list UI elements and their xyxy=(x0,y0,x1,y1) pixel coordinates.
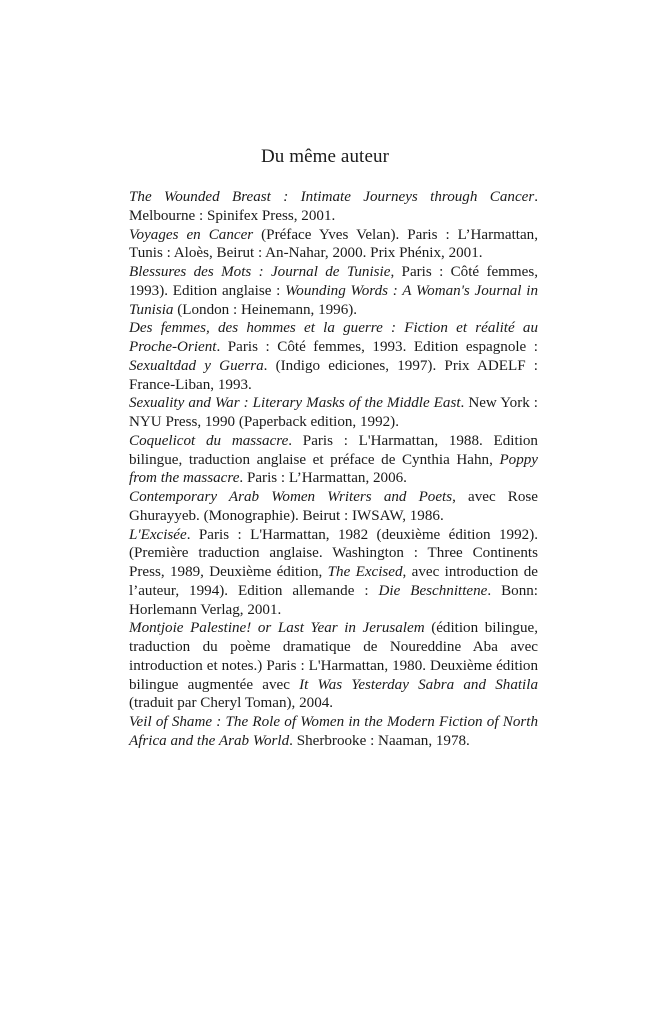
work-title: It Was Yesterday Sabra and Shatila xyxy=(299,676,538,693)
publication-details: . (Indigo ediciones, 1997). Prix ADELF : France-Liban, 1993. xyxy=(129,357,538,393)
publication-details: . Paris : Côté femmes, 1993. Edition espagnole : xyxy=(216,339,538,355)
work-title: Wounding Words : A Woman's Journal in Tunisia xyxy=(129,282,539,318)
publication-details: , avec introduction de l’auteur, 1994). Edition allemande : xyxy=(129,564,538,599)
publication-details: . Melbourne : Spinifex Press, 2001. xyxy=(129,189,538,224)
bibliography-entry xyxy=(129,226,538,264)
bibliography-entry xyxy=(129,188,538,226)
publication-details: . Bonn: Horlemann Verlag, 2001. xyxy=(129,582,539,618)
work-title: Montjoie Palestine! or Last Year in Jerusalem xyxy=(129,620,425,637)
publication-details: . New York : NYU Press, 1990 (Paperback edition, 1992). xyxy=(129,395,538,430)
publication-details: . Sherbrooke : Naaman, 1978. xyxy=(289,732,470,749)
publication-details: , avec Rose Ghurayyeb. (Monographie). Beirut : IWSAW, 1986. xyxy=(129,489,538,524)
publication-details: (London : Heinemann, 1996). xyxy=(173,301,358,318)
page-title: Du même auteur xyxy=(260,146,390,167)
bibliography-entry xyxy=(129,713,538,751)
publication-details: (édition bilingue, traduction du poème dramatique de Noureddine Aba avec introduction et notes.) Paris : L'Harmattan, 1980. Deuxième édition bilingue augmentée avec xyxy=(129,620,538,693)
bibliography-list xyxy=(129,188,538,751)
work-title: The Wounded Breast : Intimate Journeys through Cancer xyxy=(129,189,535,205)
work-title: Sexuality and War : Literary Masks of the Middle East xyxy=(129,395,461,412)
work-title: Coquelicot du massacre xyxy=(129,432,289,449)
work-title: The Excised xyxy=(327,564,403,580)
work-title: Contemporary Arab Women Writers and Poets xyxy=(129,489,453,505)
work-title: Voyages en Cancer xyxy=(129,226,254,243)
bibliography-entry xyxy=(129,619,538,713)
bibliography-entry xyxy=(129,526,538,620)
work-title: Die Beschnittene xyxy=(378,582,488,599)
work-title: Blessures des Mots : Journal de Tunisie xyxy=(129,264,391,280)
publication-details: . Paris : L'Harmattan, 1988. Edition bilingue, traduction anglaise et préface de Cynthia Hahn, xyxy=(129,432,538,468)
publication-details: (Préface Yves Velan). Paris : L’Harmattan, Tunis : Aloès, Beirut : An-Nahar, 2000. Prix Phénix, 2001. xyxy=(129,226,539,262)
publication-details: , Paris : Côté femmes, 1993). Edition anglaise : xyxy=(129,264,538,299)
bibliography-entry xyxy=(129,432,538,488)
work-title: Sexualtdad y Guerra xyxy=(129,357,264,374)
publication-details: . Paris : L’Harmattan, 2006. xyxy=(239,470,407,487)
bibliography-entry xyxy=(129,263,538,319)
publication-details: . Paris : L'Harmattan, 1982 (deuxième édition 1992). (Première traduction anglaise. Washington : Three Continents Press, 1989, Deuxième édition, xyxy=(129,526,538,580)
bibliography-entry xyxy=(129,319,538,394)
work-title: Poppy from the massacre xyxy=(129,451,538,487)
publication-details: (traduit par Cheryl Toman), 2004. xyxy=(129,695,334,712)
bibliography-entry xyxy=(129,394,538,432)
work-title: Veil of Shame : The Role of Women in the Modern Fiction of North Africa and the Arab World xyxy=(129,714,538,749)
work-title: L'Excisée xyxy=(129,526,187,543)
work-title: Des femmes, des hommes et la guerre : Fiction et réalité au Proche-Orient xyxy=(129,320,538,355)
bibliography-entry xyxy=(129,488,538,526)
